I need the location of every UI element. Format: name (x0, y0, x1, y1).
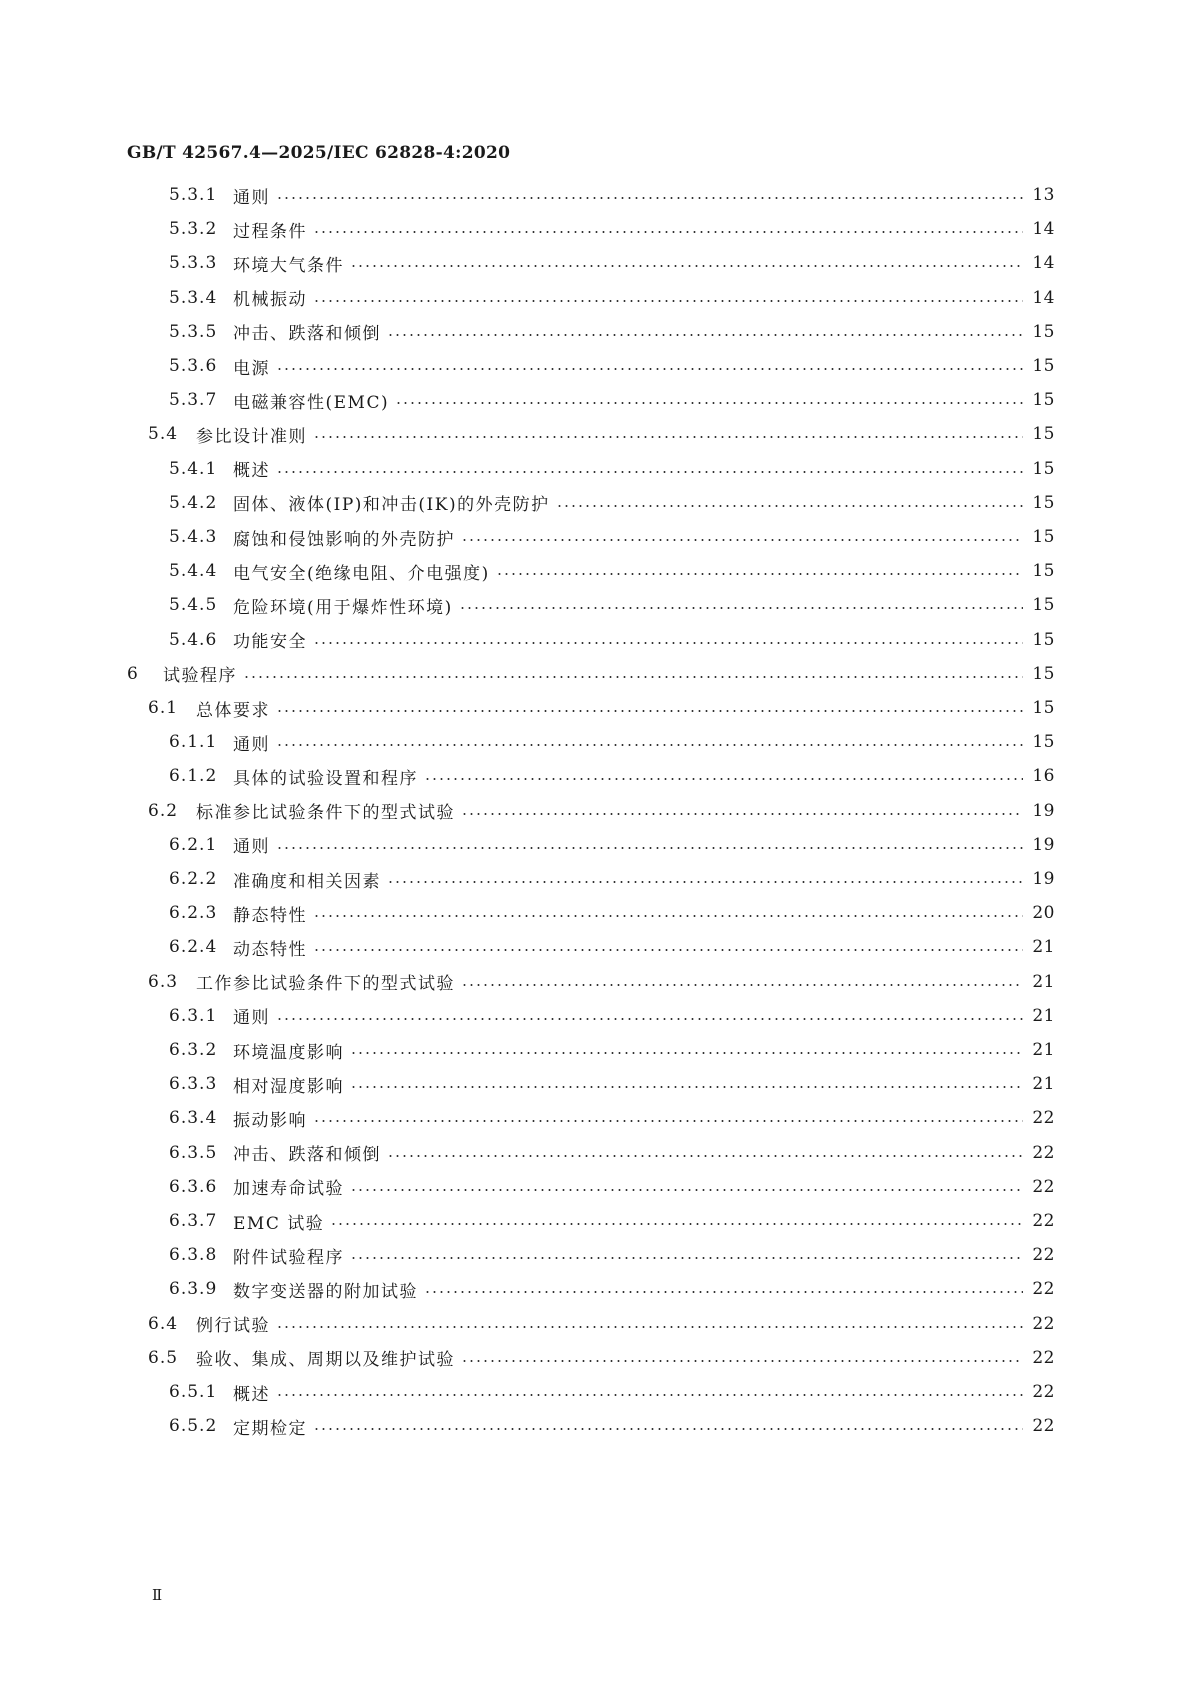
toc-leader-dots (276, 1018, 1023, 1020)
toc-entry-number: 6.3.6 (169, 1176, 218, 1197)
toc-entry-page: 21 (1032, 971, 1055, 992)
toc-entry-page: 14 (1032, 287, 1055, 308)
toc-entry-title: 通则 (233, 1003, 274, 1028)
toc-leader-dots (330, 1223, 1023, 1225)
toc-entry-number: 5.4.3 (169, 527, 218, 547)
toc-leader-dots (350, 1086, 1023, 1088)
toc-entry-number: 6.2.4 (169, 937, 218, 958)
toc-entry-page: 15 (1032, 356, 1055, 376)
toc-entry-number: 6.1 (148, 698, 179, 718)
toc-entry-number: 6.1.2 (169, 766, 218, 787)
toc-entry-page: 20 (1032, 903, 1055, 924)
toc-leader-dots (313, 1120, 1023, 1122)
toc-entry-page: 22 (1032, 1176, 1055, 1197)
toc-entry[interactable] (148, 1343, 1055, 1373)
toc-entry-number: 5.4.6 (169, 629, 218, 650)
toc-leader-dots (276, 710, 1023, 712)
toc-leader-dots (461, 1360, 1023, 1362)
toc-entry-number: 5.3.4 (169, 287, 218, 308)
toc-entry-page: 22 (1032, 1211, 1055, 1231)
toc-leader-dots (276, 197, 1023, 199)
toc-entry-number: 6.3.3 (169, 1074, 218, 1095)
toc-entry-number: 6.3.7 (169, 1211, 218, 1231)
toc-entry-number: 6.3.5 (169, 1142, 218, 1163)
toc-entry-title: 数字变送器的附加试验 (233, 1277, 422, 1302)
toc-entry-page: 21 (1032, 1040, 1055, 1060)
toc-entry-title: 冲击、跌落和倾倒 (233, 1140, 385, 1165)
toc-entry-title: 概述 (233, 456, 274, 481)
toc-entry-page: 15 (1032, 698, 1055, 718)
toc-entry[interactable] (169, 1069, 1055, 1099)
toc-entry-page: 21 (1032, 1005, 1055, 1026)
toc-entry-title: 危险环境(用于爆炸性环境) (233, 593, 457, 618)
toc-leader-dots (350, 1052, 1023, 1054)
toc-entry[interactable] (148, 796, 1055, 826)
toc-entry-number: 6.5.2 (169, 1416, 218, 1437)
toc-entry-page: 22 (1032, 1416, 1055, 1437)
toc-entry-page: 22 (1032, 1245, 1055, 1266)
toc-entry-number: 5.3.1 (169, 185, 218, 205)
toc-entry-page: 19 (1032, 800, 1055, 821)
toc-entry[interactable] (169, 864, 1055, 894)
toc-entry-title: 工作参比试验条件下的型式试验 (196, 969, 459, 994)
toc-entry-title: 振动影响 (233, 1106, 311, 1131)
toc-entry[interactable] (148, 419, 1055, 449)
toc-entry-page: 16 (1032, 766, 1055, 787)
toc-entry-page: 15 (1032, 663, 1055, 684)
toc-leader-dots (276, 368, 1023, 370)
toc-leader-dots (459, 607, 1023, 609)
toc-entry[interactable] (169, 488, 1055, 518)
toc-entry-page: 15 (1032, 595, 1055, 616)
toc-entry-title: 附件试验程序 (233, 1243, 348, 1268)
toc-entry-title: 电磁兼容性(EMC) (233, 388, 393, 413)
toc-entry-title: 相对湿度影响 (233, 1072, 348, 1097)
toc-entry[interactable] (169, 454, 1055, 484)
toc-leader-dots (313, 436, 1023, 438)
toc-entry-number: 6.2.3 (169, 903, 218, 924)
toc-entry-page: 14 (1032, 219, 1055, 240)
toc-entry[interactable] (169, 590, 1055, 620)
toc-entry-page: 19 (1032, 834, 1055, 855)
toc-leader-dots (387, 1155, 1023, 1157)
toc-entry[interactable] (148, 967, 1055, 997)
toc-entry[interactable] (169, 180, 1055, 210)
toc-entry-title: 加速寿命试验 (233, 1174, 348, 1199)
toc-entry-page: 15 (1032, 561, 1055, 582)
toc-leader-dots (424, 1291, 1023, 1293)
toc-entry-title: 通则 (233, 730, 274, 755)
toc-entry[interactable] (169, 1138, 1055, 1168)
toc-entry-title: 静态特性 (233, 901, 311, 926)
toc-entry-title: 机械振动 (233, 285, 311, 310)
toc-entry-number: 6.2.1 (169, 834, 218, 855)
toc-entry-title: 电气安全(绝缘电阻、介电强度) (233, 559, 494, 584)
toc-entry-title: 动态特性 (233, 935, 311, 960)
toc-entry-number: 6.3 (148, 971, 179, 992)
toc-entry-title: 定期检定 (233, 1414, 311, 1439)
toc-entry-page: 19 (1032, 869, 1055, 889)
toc-entry[interactable] (169, 351, 1055, 381)
toc-entry-title: 具体的试验设置和程序 (233, 764, 422, 789)
toc-entry-number: 6.5 (148, 1347, 179, 1368)
toc-entry[interactable] (169, 761, 1055, 791)
toc-entry[interactable] (169, 1103, 1055, 1133)
toc-entry[interactable] (169, 317, 1055, 347)
toc-entry[interactable] (169, 1377, 1055, 1407)
toc-entry[interactable] (169, 522, 1055, 552)
toc-entry[interactable] (148, 1309, 1055, 1339)
toc-leader-dots (461, 539, 1023, 541)
toc-entry-number: 6.5.1 (169, 1382, 218, 1402)
toc-entry-page: 22 (1032, 1382, 1055, 1402)
toc-leader-dots (387, 334, 1023, 336)
toc-entry[interactable] (169, 727, 1055, 757)
toc-entry-title: 冲击、跌落和倾倒 (233, 319, 385, 344)
page-header-standard-code: GB/T 42567.4—2025/IEC 62828-4:2020 (127, 143, 511, 163)
toc-leader-dots (313, 231, 1023, 233)
toc-entry-number: 5.4.4 (169, 561, 218, 582)
toc-entry-number: 6.3.9 (169, 1279, 218, 1300)
toc-entry-page: 15 (1032, 390, 1055, 411)
toc-entry-page: 22 (1032, 1279, 1055, 1300)
toc-entry-title: 环境大气条件 (233, 251, 348, 276)
toc-entry-number: 5.3.6 (169, 356, 218, 376)
toc-entry[interactable] (169, 1206, 1055, 1236)
toc-entry-page: 15 (1032, 492, 1055, 513)
toc-leader-dots (243, 676, 1023, 678)
toc-entry-title: 准确度和相关因素 (233, 867, 385, 892)
toc-entry[interactable] (169, 625, 1055, 655)
toc-entry[interactable] (169, 283, 1055, 313)
toc-entry-number: 6.1.1 (169, 732, 218, 753)
toc-entry-title: 通则 (233, 832, 274, 857)
toc-entry-number: 5.3.5 (169, 321, 218, 342)
toc-entry[interactable] (169, 932, 1055, 962)
toc-leader-dots (313, 642, 1023, 644)
toc-entry-page: 13 (1032, 185, 1055, 205)
toc-entry-title: 通则 (233, 183, 274, 208)
toc-entry-number: 5.4.1 (169, 458, 218, 479)
toc-leader-dots (350, 265, 1023, 267)
toc-entry-page: 21 (1032, 937, 1055, 958)
toc-entry-title: 例行试验 (196, 1311, 274, 1336)
toc-entry-page: 15 (1032, 321, 1055, 342)
toc-entry-number: 6.3.1 (169, 1005, 218, 1026)
toc-entry-number: 5.3.3 (169, 253, 218, 274)
toc-entry-page: 22 (1032, 1142, 1055, 1163)
toc-leader-dots (350, 1257, 1023, 1259)
toc-entry-title: 总体要求 (196, 696, 274, 721)
toc-entry-title: 标准参比试验条件下的型式试验 (196, 798, 459, 823)
toc-entry-title: EMC 试验 (233, 1209, 328, 1234)
page-number-footer: Ⅱ (152, 1586, 163, 1604)
toc-leader-dots (276, 1394, 1023, 1396)
toc-entry[interactable] (169, 1172, 1055, 1202)
toc-entry[interactable] (169, 1240, 1055, 1270)
toc-entry[interactable] (169, 898, 1055, 928)
toc-entry-number: 5.3.2 (169, 219, 218, 240)
toc-entry-title: 环境温度影响 (233, 1038, 348, 1063)
toc-entry[interactable] (169, 830, 1055, 860)
toc-entry[interactable] (169, 1035, 1055, 1065)
toc-entry-title: 试验程序 (163, 661, 241, 686)
toc-leader-dots (461, 813, 1023, 815)
toc-entry-number: 6.4 (148, 1313, 179, 1334)
toc-entry-number: 5.3.7 (169, 390, 218, 411)
toc-entry-page: 15 (1032, 458, 1055, 479)
toc-leader-dots (556, 505, 1023, 507)
toc-leader-dots (350, 1189, 1023, 1191)
toc-entry-title: 过程条件 (233, 217, 311, 242)
toc-leader-dots (276, 1326, 1023, 1328)
toc-leader-dots (276, 847, 1023, 849)
toc-leader-dots (395, 402, 1023, 404)
toc-leader-dots (276, 471, 1023, 473)
toc-leader-dots (313, 949, 1023, 951)
toc-entry-page: 22 (1032, 1347, 1055, 1368)
toc-entry[interactable] (169, 214, 1055, 244)
toc-leader-dots (313, 300, 1023, 302)
toc-entry[interactable] (169, 1001, 1055, 1031)
toc-entry[interactable] (169, 385, 1055, 415)
toc-entry-number: 5.4 (148, 424, 179, 445)
toc-entry-title: 功能安全 (233, 627, 311, 652)
toc-entry-title: 腐蚀和侵蚀影响的外壳防护 (233, 525, 459, 550)
toc-leader-dots (276, 744, 1023, 746)
toc-entry-number: 6 (127, 663, 139, 684)
toc-entry[interactable] (169, 556, 1055, 586)
toc-entry-page: 15 (1032, 424, 1055, 445)
toc-leader-dots (424, 778, 1023, 780)
toc-entry-page: 14 (1032, 253, 1055, 274)
toc-entry-page: 22 (1032, 1108, 1055, 1129)
toc-leader-dots (313, 915, 1023, 917)
toc-entry-page: 22 (1032, 1313, 1055, 1334)
toc-entry-number: 6.3.8 (169, 1245, 218, 1266)
toc-entry-number: 5.4.5 (169, 595, 218, 616)
toc-entry-page: 21 (1032, 1074, 1055, 1095)
toc-leader-dots (387, 881, 1023, 883)
toc-entry[interactable] (127, 659, 1055, 689)
toc-entry-number: 6.3.2 (169, 1040, 218, 1060)
toc-entry-number: 6.2 (148, 800, 179, 821)
toc-leader-dots (496, 573, 1023, 575)
toc-entry[interactable] (169, 1274, 1055, 1304)
toc-entry-number: 6.3.4 (169, 1108, 218, 1129)
toc-entry[interactable] (169, 248, 1055, 278)
toc-entry[interactable] (148, 693, 1055, 723)
toc-entry[interactable] (169, 1411, 1055, 1441)
toc-leader-dots (313, 1428, 1023, 1430)
toc-entry-title: 概述 (233, 1380, 274, 1405)
toc-entry-number: 6.2.2 (169, 869, 218, 889)
toc-entry-number: 5.4.2 (169, 492, 218, 513)
toc-entry-title: 参比设计准则 (196, 422, 311, 447)
toc-entry-title: 电源 (233, 354, 274, 379)
toc-entry-title: 验收、集成、周期以及维护试验 (196, 1345, 459, 1370)
toc-entry-page: 15 (1032, 629, 1055, 650)
toc-leader-dots (461, 984, 1023, 986)
toc-entry-title: 固体、液体(IP)和冲击(IK)的外壳防护 (233, 490, 554, 515)
toc-entry-page: 15 (1032, 527, 1055, 547)
toc-entry-page: 15 (1032, 732, 1055, 753)
